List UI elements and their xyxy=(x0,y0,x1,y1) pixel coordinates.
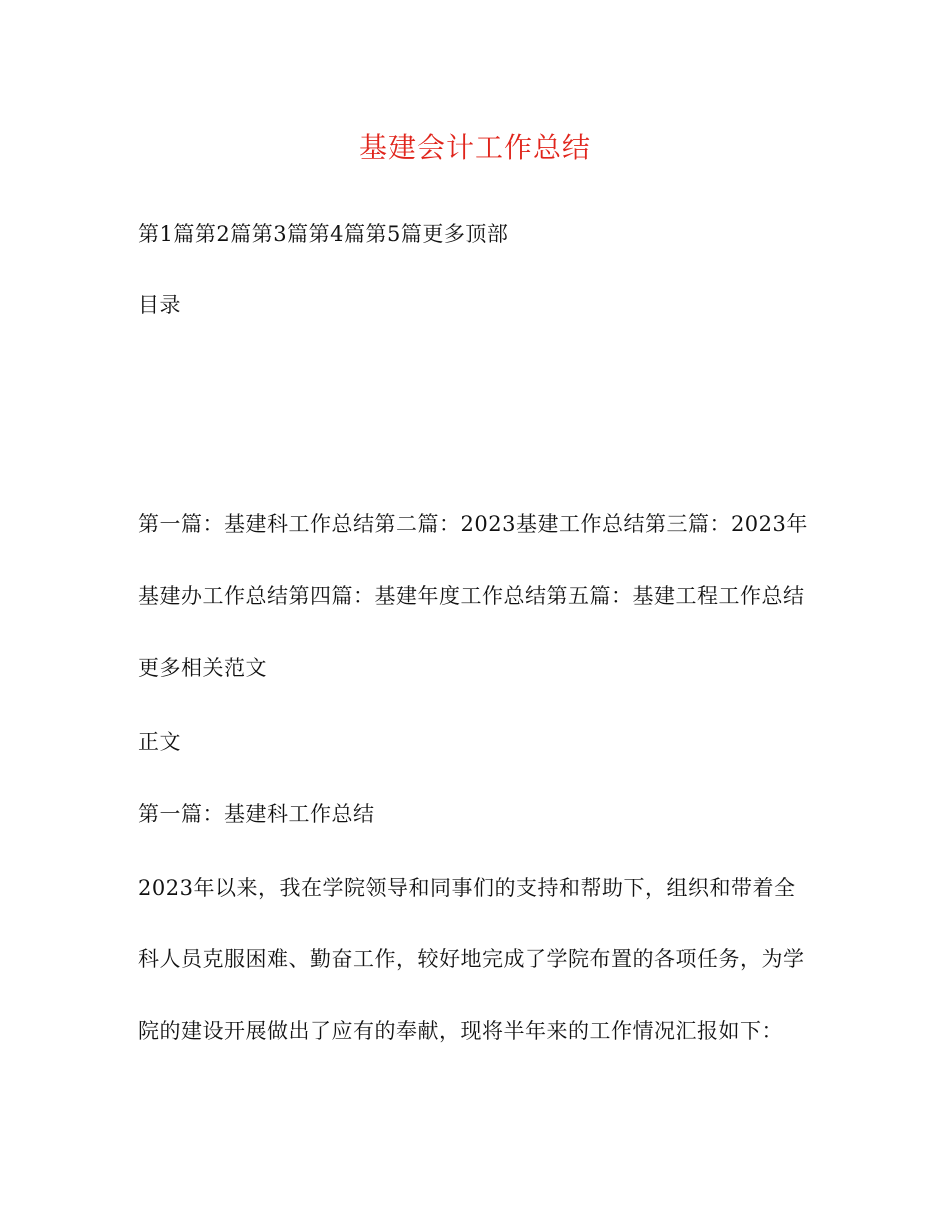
nav-link-article-5[interactable]: 第5篇 xyxy=(365,222,423,246)
toc-more-link[interactable]: 更多相关范文 xyxy=(138,656,267,680)
nav-link-article-1[interactable]: 第1篇 xyxy=(138,222,195,246)
paragraph-line: 院的建设开展做出了应有的奉献，现将半年来的工作情况汇报如下： xyxy=(138,1019,783,1043)
toc-line[interactable]: 第一篇：基建科工作总结第二篇：2023基建工作总结第三篇：2023年 xyxy=(138,512,808,536)
paragraph-line: 2023年以来，我在学院领导和同事们的支持和帮助下，组织和带着全 xyxy=(138,876,796,900)
article-nav xyxy=(138,219,818,249)
nav-link-more[interactable]: 更多 xyxy=(422,222,466,246)
paragraph-line: 科人员克服困难、勤奋工作，较好地完成了学院布置的各项任务，为学 xyxy=(138,947,805,971)
nav-link-article-2[interactable]: 第2篇 xyxy=(194,222,252,246)
nav-link-article-3[interactable]: 第3篇 xyxy=(251,222,309,246)
toc-line[interactable]: 基建办工作总结第四篇：基建年度工作总结第五篇：基建工程工作总结 xyxy=(138,584,805,608)
toc-heading: 目录 xyxy=(138,293,181,317)
body-heading: 正文 xyxy=(138,730,181,754)
nav-link-article-4[interactable]: 第4篇 xyxy=(308,222,366,246)
section-title: 第一篇：基建科工作总结 xyxy=(138,802,375,826)
document-title: 基建会计工作总结 xyxy=(358,131,591,164)
nav-link-top[interactable]: 顶部 xyxy=(465,222,509,246)
